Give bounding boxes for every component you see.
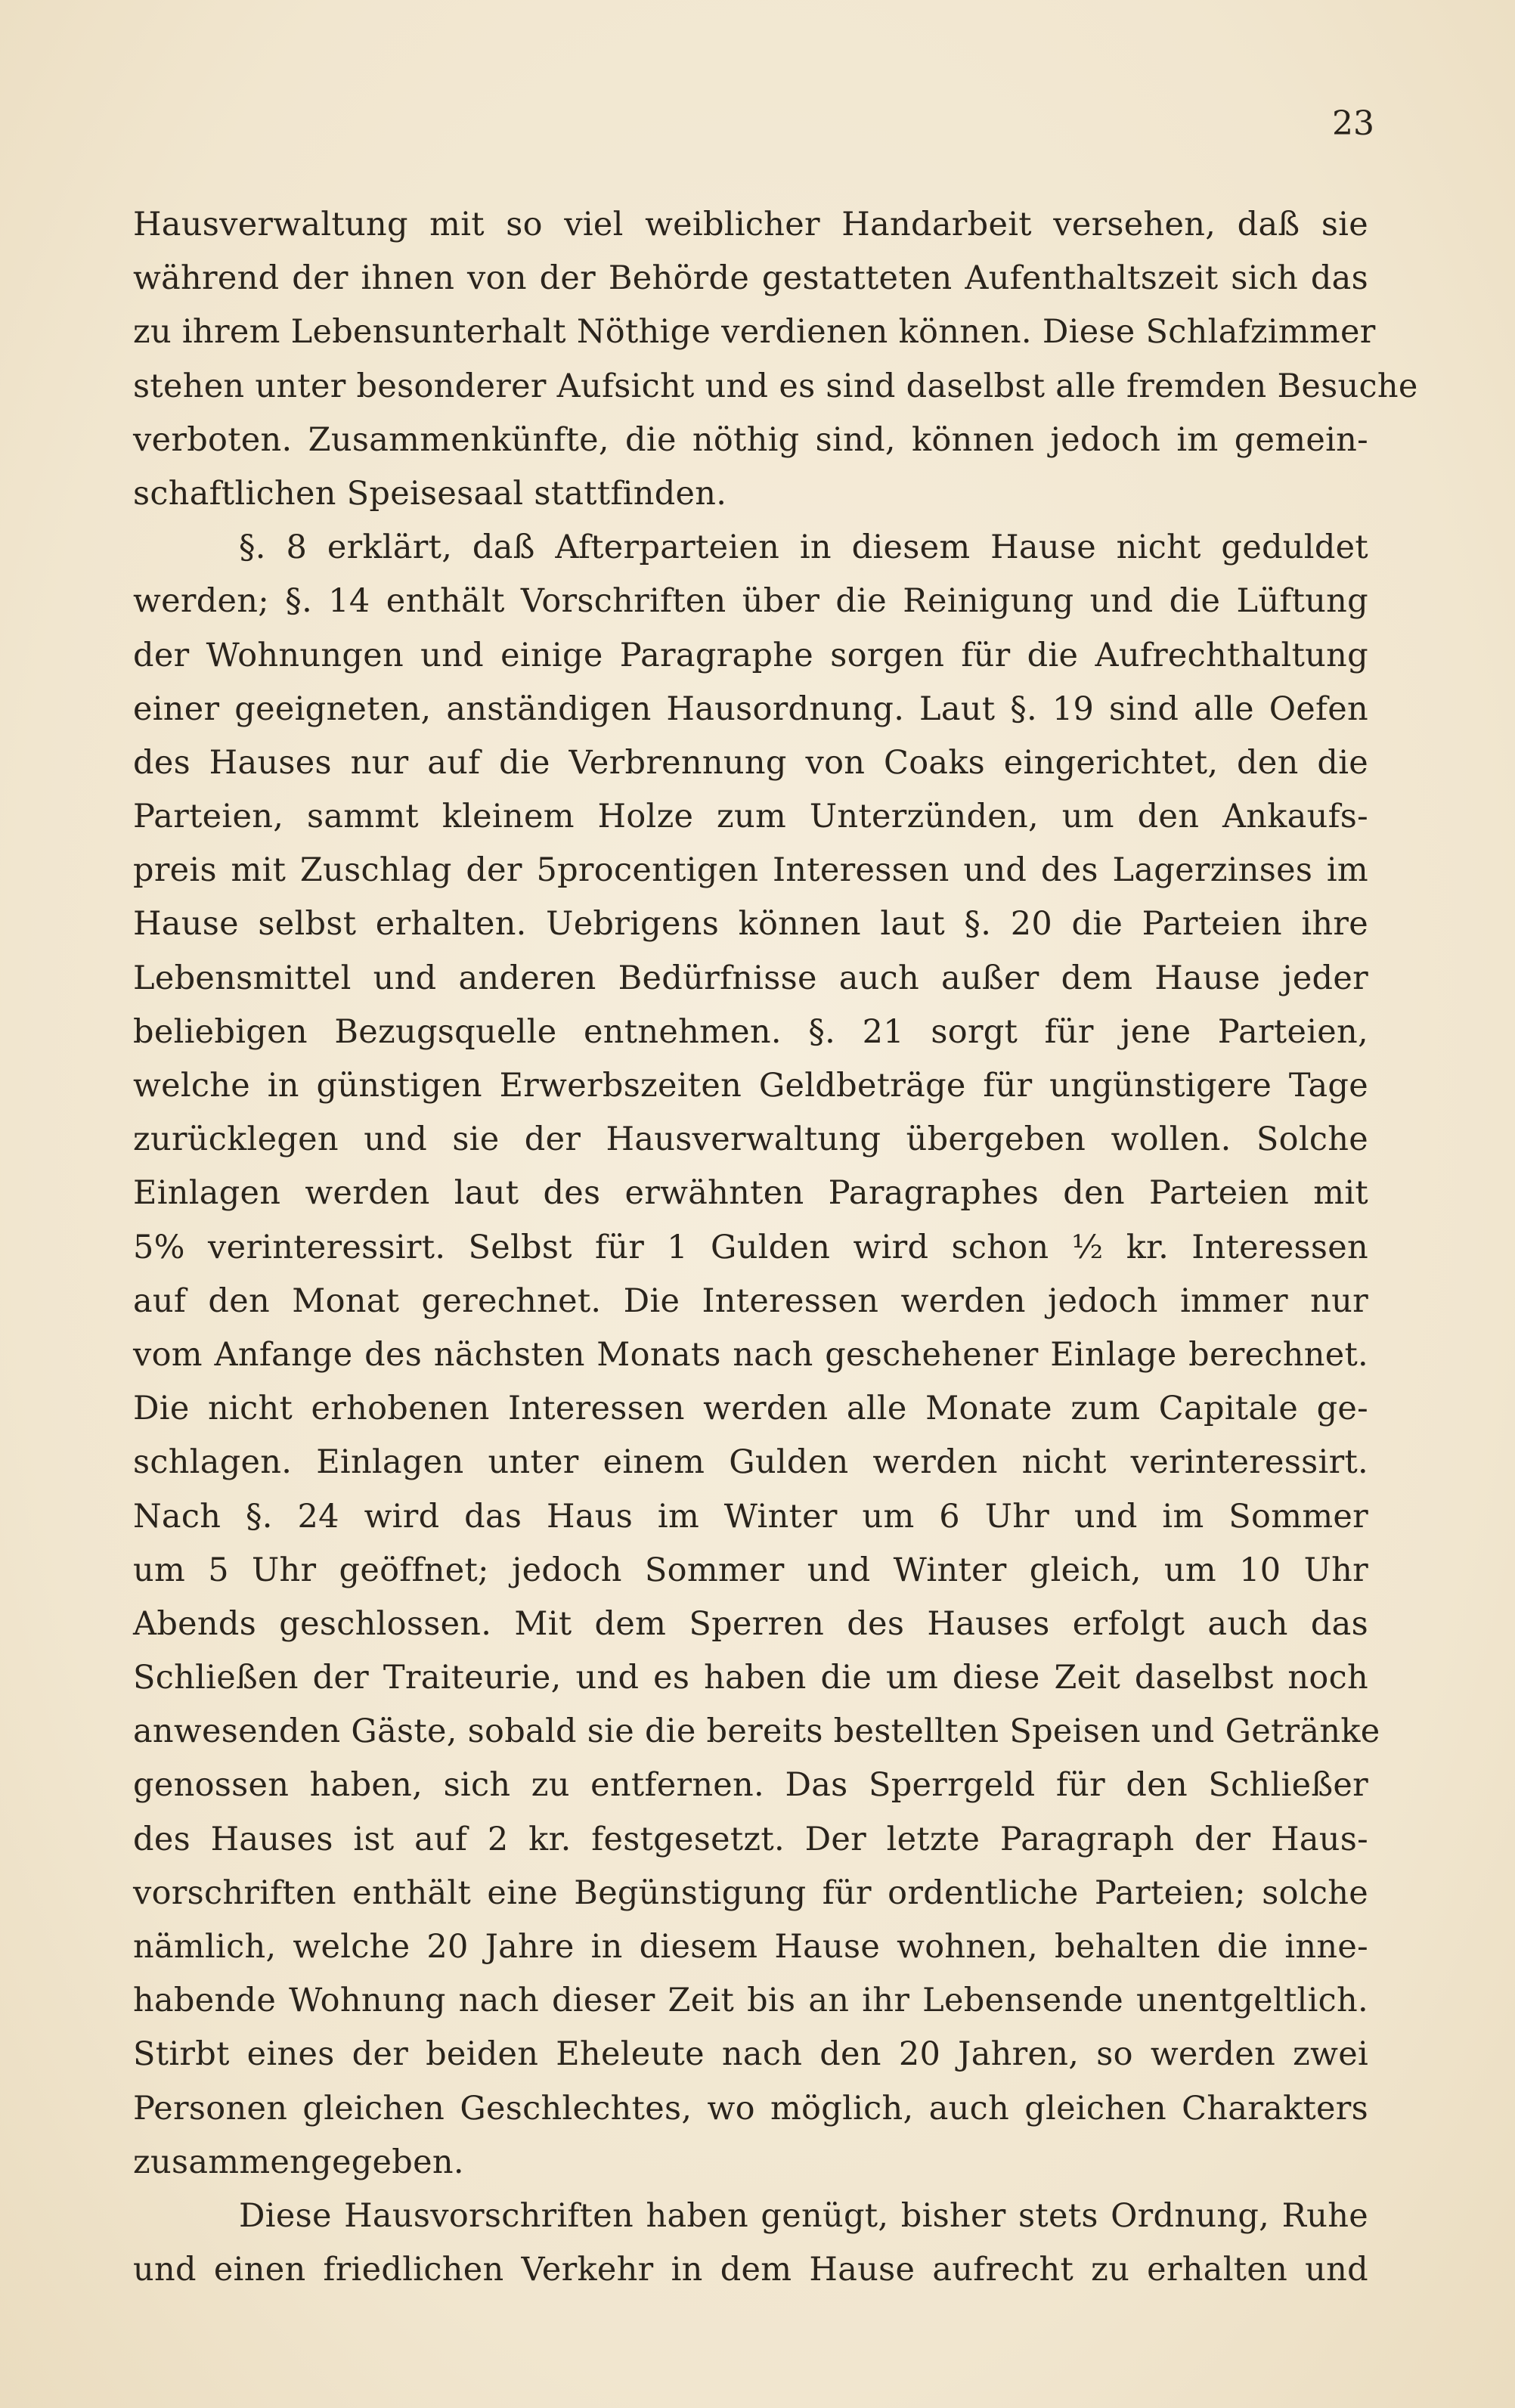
paragraph xyxy=(133,521,1380,2190)
text-line: verboten. Zusammenkünfte, die nöthig sind, können jedoch im gemein- xyxy=(133,420,1368,459)
paragraph xyxy=(133,198,1418,521)
text-line: Hause selbst erhalten. Uebrigens können laut §. 20 die Parteien ihre xyxy=(133,905,1368,944)
text-line: Abends geschlossen. Mit dem Sperren des Hauses erfolgt auch das xyxy=(133,1604,1368,1643)
body-text xyxy=(133,198,1418,2297)
text-line: zurücklegen und sie der Hausverwaltung übergeben wollen. Solche xyxy=(133,1120,1368,1159)
text-line: werden; §. 14 enthält Vorschriften über die Reinigung und die Lüftung xyxy=(133,582,1368,621)
text-line: stehen unter besonderer Aufsicht und es sind daselbst alle fremden Besuche xyxy=(133,367,1418,405)
paragraph xyxy=(133,2190,1368,2297)
text-line: schaftlichen Speisesaal stattfinden. xyxy=(133,474,727,513)
text-line: welche in günstigen Erwerbszeiten Geldbeträge für ungünstigere Tage xyxy=(133,1067,1368,1105)
text-line: einer geeigneten, anständigen Hausordnung. Laut §. 19 sind alle Oefen xyxy=(133,690,1368,728)
text-line: Parteien, sammt kleinem Holze zum Unterzünden, um den Ankaufs- xyxy=(133,798,1368,836)
text-line: Nach §. 24 wird das Haus im Winter um 6 Uhr und im Sommer xyxy=(133,1497,1368,1536)
text-line: und einen friedlichen Verkehr in dem Hause aufrecht zu erhalten und xyxy=(133,2251,1368,2289)
text-line: Einlagen werden laut des erwähnten Paragraphes den Parteien mit xyxy=(133,1174,1368,1213)
text-line: auf den Monat gerechnet. Die Interessen werden jedoch immer nur xyxy=(133,1281,1368,1320)
text-line: Lebensmittel und anderen Bedürfnisse auch außer dem Hause jeder xyxy=(133,959,1368,997)
text-line: nämlich, welche 20 Jahre in diesem Hause wohnen, behalten die inne- xyxy=(133,1928,1368,1966)
text-line: anwesenden Gäste, sobald sie die bereits bestellten Speisen und Getränke xyxy=(133,1712,1380,1751)
text-line: des Hauses nur auf die Verbrennung von Coaks eingerichtet, den die xyxy=(133,743,1368,782)
text-line: habende Wohnung nach dieser Zeit bis an ihr Lebensende unentgeltlich. xyxy=(133,1982,1368,2020)
text-line: vom Anfange des nächsten Monats nach geschehener Einlage berechnet. xyxy=(133,1335,1368,1374)
text-line: Diese Hausvorschriften haben genügt, bisher stets Ordnung, Ruhe xyxy=(239,2196,1368,2235)
text-line: um 5 Uhr geöffnet; jedoch Sommer und Winter gleich, um 10 Uhr xyxy=(133,1551,1368,1589)
text-line: schlagen. Einlagen unter einem Gulden werden nicht verinteressirt. xyxy=(133,1443,1368,1482)
text-line: preis mit Zuschlag der 5procentigen Interessen und des Lagerzinses im xyxy=(133,851,1368,890)
text-line: Schließen der Traiteurie, und es haben die um diese Zeit daselbst noch xyxy=(133,1659,1368,1697)
text-line: während der ihnen von der Behörde gestatteten Aufenthaltszeit sich das xyxy=(133,259,1368,298)
text-line: des Hauses ist auf 2 kr. festgesetzt. Der letzte Paragraph der Haus- xyxy=(133,1820,1368,1858)
text-line: Die nicht erhobenen Interessen werden alle Monate zum Capitale ge- xyxy=(133,1390,1368,1428)
text-line: Hausverwaltung mit so viel weiblicher Handarbeit versehen, daß sie xyxy=(133,206,1368,243)
text-line: Personen gleichen Geschlechtes, wo möglich, auch gleichen Charakters xyxy=(133,2089,1368,2128)
text-line: der Wohnungen und einige Paragraphe sorgen für die Aufrechthaltung xyxy=(133,636,1368,674)
text-line: 5% verinteressirt. Selbst für 1 Gulden wird schon ½ kr. Interessen xyxy=(133,1228,1368,1266)
text-line: zusammengegeben. xyxy=(133,2143,464,2181)
page-number: 23 xyxy=(1332,104,1374,143)
text-line: beliebigen Bezugsquelle entnehmen. §. 21 sorgt für jene Parteien, xyxy=(133,1012,1368,1051)
text-line: zu ihrem Lebensunterhalt Nöthige verdienen können. Diese Schlafzimmer xyxy=(133,313,1376,352)
text-line: §. 8 erklärt, daß Afterparteien in diesem Hause nicht geduldet xyxy=(239,528,1368,567)
text-line: vorschriften enthält eine Begünstigung für ordentliche Parteien; solche xyxy=(133,1873,1368,1912)
text-line: Stirbt eines der beiden Eheleute nach den 20 Jahren, so werden zwei xyxy=(133,2035,1368,2074)
text-line: genossen haben, sich zu entfernen. Das Sperrgeld für den Schließer xyxy=(133,1766,1368,1805)
